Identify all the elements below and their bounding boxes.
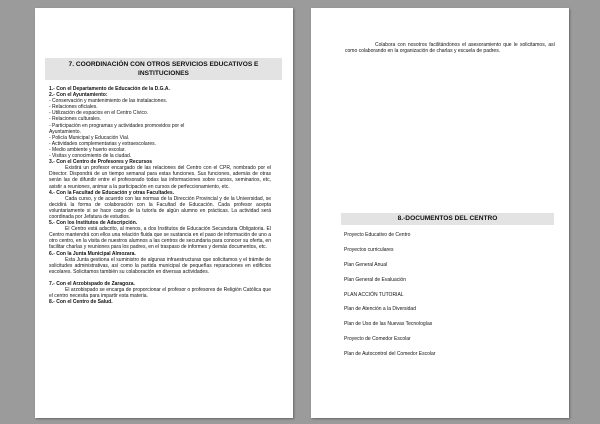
salud-text: Colabora con nosotros facilitándonos el asesoramiento que le solicitamos, así como colaborando en la organización de charlas y escuela de padres.: [345, 42, 555, 55]
ayto-item: - Actividades complementarias y extraescolares.: [49, 140, 156, 147]
item-facultad: 4.- Con la Facultad de Educación y otras Facultades.: [49, 189, 175, 196]
ayto-item: - Participación en programas y actividades promovidos por el: [49, 122, 185, 129]
section-title-coordinacion: 7. COORDINACIÓN CON OTROS SERVICIOS EDUCATIVOS E INSTITUCIONES: [45, 58, 282, 80]
item-facultad-text: Cada curso, y de acuerdo con las normas de la Dirección Provincial y de la Universidad, se decidirá la forma de colaboración con la Facultad de Educación. Cada profesor acepta voluntariamente si se hace cargo de la tutoría de algún alumno en prácticas. La actividad será coordinada por Jefatura de estudios.: [49, 195, 271, 220]
right-page: [311, 8, 569, 418]
item-centro-salud: 8.- Con el Centro de Salud.: [49, 299, 113, 306]
document-item: Plan de Atención a la Diversidad: [344, 306, 416, 313]
document-item: PLAN ACCIÓN TUTORIAL: [344, 291, 404, 298]
document-item: Proyectos curriculares: [344, 246, 394, 253]
document-item: Plan General de Evaluación: [344, 276, 406, 283]
item-junta: 6.- Con la Junta Municipal Almozara.: [49, 250, 136, 257]
ayto-item: - Policía Municipal y Educación Vial.: [49, 134, 130, 141]
item-arzobispado-text: El arzobispado se encarga de proporcionar el profesor o profesores de Religión Católica que el centro necesita para impartir esta materia.: [49, 287, 271, 300]
document-item: Proyecto Educativo de Centro: [344, 232, 411, 238]
document-item: Plan de Autocontrol del Comedor Escolar: [344, 351, 436, 358]
ayto-item: - Conservación y mantenimiento de las instalaciones.: [49, 98, 168, 105]
item-arzobispado: 7.- Con el Arzobispado de Zaragoza.: [49, 280, 135, 287]
ayto-item: - Medio ambiente y huerto escolar.: [49, 146, 126, 153]
document-item: Plan de Uso de las Nuevas Tecnologías: [344, 321, 433, 328]
item-ayuntamiento: 2.- Con el Ayuntamiento:: [49, 92, 108, 99]
document-item: Plan General Anual: [344, 261, 388, 268]
ayto-item: - Relaciones culturales.: [49, 116, 101, 123]
ayto-item: - Utilización de espacios en el Centro Cívico.: [49, 110, 149, 117]
ayto-item: - Visitas y conocimiento de la ciudad.: [49, 153, 132, 160]
document-item: Proyecto de Comedor Escolar: [344, 336, 411, 343]
ayto-item: - Relaciones oficiales.: [49, 104, 98, 111]
item-institutos: 5.- Con los Institutos de Adscripción.: [49, 220, 138, 227]
item-cpr-text: Existirá un profesor encargado de las relaciones del Centro con el CPR, nombrado por el Director. Dispondrá de un tiempo semanal para estas funciones. Sus funciones, además de otras serán las de difundir entre el profesorado todas las informaciones sobre cursos, seminarios, etc, asistir a reuniones, animar a la participación en cursos de perfeccionamiento, etc.: [49, 165, 271, 190]
coordination-body: [49, 86, 271, 305]
left-page: [35, 8, 293, 418]
item-cpr: 3.- Con el Centro de Profesores y Recursos: [49, 159, 153, 166]
item-institutos-text: El Centro está adscrito, al menos, a dos Institutos de Educación Secundaria Obligatoria. El Centro mantendrá con ellos una relación fluida que se sustancia en el paso de información de uno a otro centro, en la visita de nuestros alumnos a las centros de secundaria para conocer su oferta, en facilitar charlas y reuniones para los padres, en el traspaso de informes y demás documentos, etc.: [49, 226, 271, 251]
section-title-documentos: 8.-DOCUMENTOS DEL CENTRO: [341, 213, 554, 225]
item-dga: 1.- Con el Departamento de Educación de la D.G.A.: [49, 86, 170, 92]
ayto-item: Ayuntamiento.: [49, 128, 81, 135]
document-list: [344, 232, 554, 366]
item-junta-text: Esta Junta gestiona el suministro de algunas infraestructuras que solicitamos y el trámite de solicitudes administrativas, así como la partida municipal de pequeñas reparaciones en edificios escolares. Solicitamos también su colaboración en diversas actividades.: [49, 256, 271, 275]
